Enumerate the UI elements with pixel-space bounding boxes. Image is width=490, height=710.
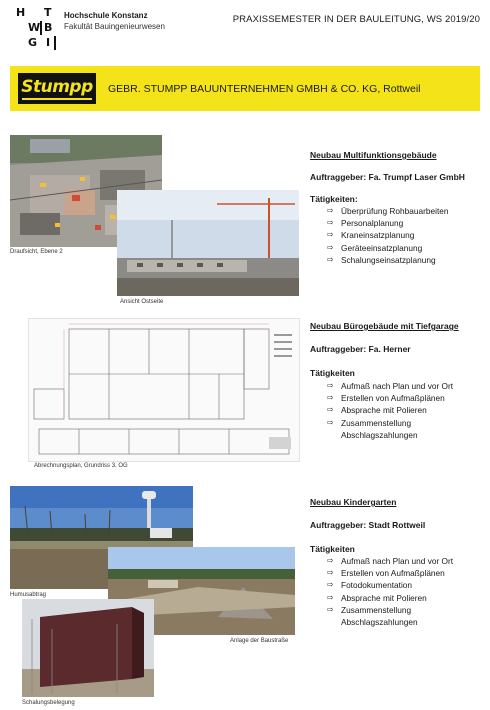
arrow-right-outline-icon: ⇨ bbox=[327, 242, 334, 252]
arrow-right-outline-icon: ⇨ bbox=[327, 568, 334, 578]
caption-floor-plan: Abrechnungsplan, Grundriss 3. OG bbox=[34, 463, 128, 469]
caption-formwork: Schalungsbelegung bbox=[22, 700, 75, 706]
task-list bbox=[327, 555, 461, 628]
caption-east-view: Ansicht Ostseite bbox=[120, 299, 164, 305]
logo-letter-t: T bbox=[44, 6, 52, 19]
project-title: Neubau Multifunktionsgebäude bbox=[310, 150, 437, 160]
caption-road: Anlage der Baustraße bbox=[230, 638, 289, 644]
logo-text: Stumpp bbox=[21, 77, 93, 97]
htwg-logo bbox=[14, 6, 58, 52]
arrow-right-outline-icon: ⇨ bbox=[327, 254, 334, 264]
list-item bbox=[327, 555, 461, 567]
task-text: Kraneinsatzplanung bbox=[341, 230, 415, 241]
university-name: Hochschule Konstanz bbox=[64, 11, 148, 20]
task-text: Geräteeinsatzplanung bbox=[341, 242, 423, 253]
logo-bar bbox=[40, 21, 42, 35]
list-item bbox=[327, 380, 461, 392]
arrow-right-outline-icon: ⇨ bbox=[327, 393, 334, 403]
logo-bar bbox=[54, 36, 56, 50]
list-item bbox=[327, 592, 461, 604]
project-title: Neubau Kindergarten bbox=[310, 497, 397, 507]
task-text: Zusammenstellung Abschlagszahlungen bbox=[341, 417, 418, 440]
list-item bbox=[327, 567, 461, 579]
list-item bbox=[327, 579, 461, 591]
project-client: Auftraggeber: Stadt Rottweil bbox=[310, 520, 426, 530]
task-text: Personalplanung bbox=[341, 218, 404, 229]
logo-underline bbox=[22, 98, 92, 100]
caption-top-view: Draufsicht, Ebene 2 bbox=[10, 249, 63, 255]
company-name: GEBR. STUMPP BAUUNTERNEHMEN GMBH & CO. KG, Rottweil bbox=[108, 83, 421, 95]
arrow-right-outline-icon: ⇨ bbox=[327, 580, 334, 590]
arrow-right-outline-icon: ⇨ bbox=[327, 417, 334, 427]
task-text: Aufmaß nach Plan und vor Ort bbox=[341, 381, 454, 391]
list-item bbox=[327, 417, 461, 441]
project-title: Neubau Bürogebäude mit Tiefgarage bbox=[310, 321, 459, 331]
list-item bbox=[327, 254, 448, 266]
task-text: Überprüfung Rohbauarbeiten bbox=[341, 206, 449, 216]
photo-east-view bbox=[117, 190, 299, 296]
list-item bbox=[327, 217, 448, 229]
arrow-right-outline-icon: ⇨ bbox=[327, 206, 334, 215]
list-item bbox=[327, 205, 448, 217]
arrow-right-outline-icon: ⇨ bbox=[327, 230, 334, 240]
arrow-right-outline-icon: ⇨ bbox=[327, 405, 334, 415]
task-text: Absprache mit Polieren bbox=[341, 592, 427, 603]
task-text: Zusammenstellung Abschlagszahlungen bbox=[341, 604, 418, 628]
photo-formwork bbox=[22, 599, 154, 697]
caption-topsoil: Humusabtrag bbox=[10, 592, 47, 598]
task-text: Erstellen von Aufmaßplänen bbox=[341, 568, 445, 579]
logo-letter-i: I bbox=[46, 36, 51, 49]
task-list bbox=[327, 380, 461, 441]
document-title: PRAXISSEMESTER IN DER BAULEITUNG, WS 2019/20 bbox=[232, 14, 480, 25]
arrow-right-outline-icon: ⇨ bbox=[327, 604, 334, 614]
task-list bbox=[327, 205, 448, 266]
arrow-right-outline-icon: ⇨ bbox=[327, 381, 334, 390]
tasks-label: Tätigkeiten bbox=[310, 368, 355, 378]
task-text: Erstellen von Aufmaßplänen bbox=[341, 393, 445, 404]
stumpp-logo bbox=[18, 73, 96, 104]
floor-plan-drawing bbox=[28, 318, 300, 462]
logo-letter-g: G bbox=[28, 36, 38, 49]
logo-letter-w: W bbox=[28, 21, 41, 34]
faculty-name: Fakultät Bauingenieurwesen bbox=[64, 22, 165, 31]
tasks-label: Tätigkeiten bbox=[310, 544, 355, 554]
arrow-right-outline-icon: ⇨ bbox=[327, 592, 334, 602]
task-text: Absprache mit Polieren bbox=[341, 405, 427, 416]
task-text: Schalungseinsatzplanung bbox=[341, 254, 436, 265]
task-text: Aufmaß nach Plan und vor Ort bbox=[341, 556, 454, 566]
list-item bbox=[327, 404, 461, 416]
task-text: Fotodokumentation bbox=[341, 580, 413, 591]
list-item bbox=[327, 242, 448, 254]
tasks-label: Tätigkeiten: bbox=[310, 194, 358, 204]
list-item bbox=[327, 229, 448, 241]
logo-letter-h: H bbox=[16, 6, 26, 19]
project-client: Auftraggeber: Fa. Trumpf Laser GmbH bbox=[310, 172, 465, 182]
arrow-right-outline-icon: ⇨ bbox=[327, 556, 334, 565]
arrow-right-outline-icon: ⇨ bbox=[327, 218, 334, 228]
company-banner bbox=[10, 66, 480, 111]
list-item bbox=[327, 604, 461, 628]
project-client: Auftraggeber: Fa. Herner bbox=[310, 344, 411, 354]
logo-letter-b: B bbox=[44, 21, 53, 34]
list-item bbox=[327, 392, 461, 404]
